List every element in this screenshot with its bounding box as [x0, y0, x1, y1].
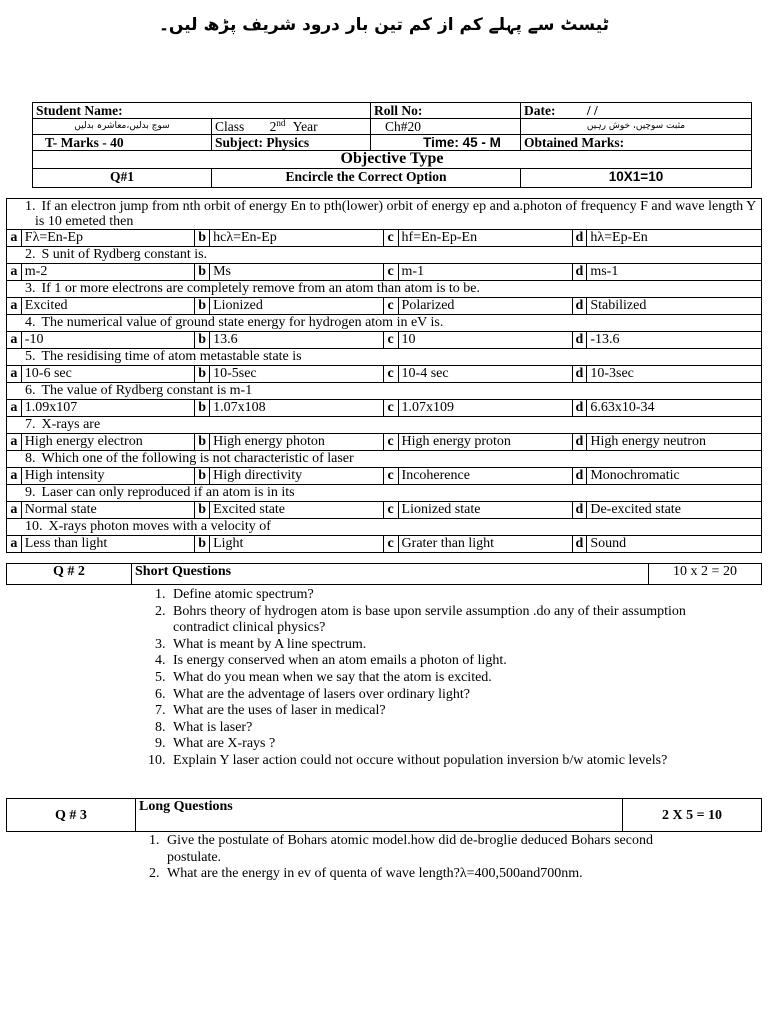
date-slashes: / / — [586, 103, 598, 118]
option-letter: c — [383, 264, 398, 281]
mcq-options-row — [7, 536, 762, 553]
short-question-item: 10. Explain Y laser action could not occure without population inversion b/w atomic levels? — [169, 753, 709, 770]
option-text[interactable]: High energy photon — [210, 434, 384, 451]
option-text[interactable]: 10-5sec — [210, 366, 384, 383]
mcq-text: If 1 or more electrons are completely remove from an atom than atom is to be. — [41, 281, 481, 296]
option-letter: d — [572, 536, 587, 553]
mcq-text: The residising time of atom metastable state is — [41, 349, 302, 364]
option-text[interactable]: High directivity — [210, 468, 384, 485]
long-questions-marks: 2 X 5 = 10 — [623, 799, 762, 832]
long-questions-list — [135, 833, 693, 883]
mcq-options-row — [7, 264, 762, 281]
q1-marks: 10X1=10 — [521, 169, 752, 188]
option-letter: a — [7, 468, 22, 485]
mcq-text: X-rays are — [41, 417, 101, 432]
option-letter: a — [7, 536, 22, 553]
mcq-question — [7, 281, 762, 298]
option-text[interactable]: 1.09x107 — [21, 400, 195, 417]
option-text[interactable]: 10 — [398, 332, 572, 349]
mcq-number: 6. — [25, 383, 36, 398]
short-question-item: 5. What do you mean when we say that the atom is excited. — [169, 670, 709, 687]
option-letter: b — [195, 298, 210, 315]
mcq-options-row — [7, 230, 762, 247]
long-questions-title: Long Questions — [136, 799, 623, 832]
option-letter: b — [195, 434, 210, 451]
short-question-item: 3. What is meant by A line spectrum. — [169, 637, 709, 654]
class-label: Class — [215, 119, 245, 134]
option-text[interactable]: ms-1 — [587, 264, 762, 281]
urdu-header: ٹیسٹ سے پہلے کم از کم تین بار درود شریف پڑھ لیں۔ — [158, 15, 610, 35]
option-letter: a — [7, 264, 22, 281]
mcq-table — [6, 198, 762, 553]
mcq-question-row — [7, 281, 762, 298]
class-value: 2 — [269, 119, 277, 134]
mcq-text: S unit of Rydberg constant is. — [41, 247, 208, 262]
mcq-text: The numerical value of ground state energy for hydrogen atom in eV is. — [41, 315, 444, 330]
option-letter: a — [7, 230, 22, 247]
urdu-slogan-left: سوچ بدلیں،معاشرہ بدلیں — [33, 119, 212, 135]
option-letter: a — [7, 434, 22, 451]
option-letter: d — [572, 264, 587, 281]
option-letter: d — [572, 434, 587, 451]
option-text[interactable]: 10-3sec — [587, 366, 762, 383]
option-letter: c — [383, 332, 398, 349]
option-text[interactable]: Polarized — [398, 298, 572, 315]
short-question-item: 8. What is laser? — [169, 720, 709, 737]
option-text[interactable]: 1.07x109 — [398, 400, 572, 417]
mcq-question-row — [7, 349, 762, 366]
option-text[interactable]: 10-6 sec — [21, 366, 195, 383]
option-text[interactable]: hcλ=En-Ep — [210, 230, 384, 247]
mcq-number: 5. — [25, 349, 36, 364]
mcq-number: 10. — [25, 519, 43, 534]
student-info-table — [32, 102, 752, 188]
option-letter: c — [383, 536, 398, 553]
mcq-text: The value of Rydberg constant is m-1 — [41, 383, 253, 398]
date-label: Date: — [524, 103, 556, 118]
option-letter: d — [572, 468, 587, 485]
mcq-question — [7, 417, 762, 434]
option-letter: c — [383, 502, 398, 519]
option-text[interactable]: De-excited state — [587, 502, 762, 519]
q3-label: Q # 3 — [7, 799, 136, 832]
class-sup: nd — [276, 118, 286, 128]
option-text[interactable]: Monochromatic — [587, 468, 762, 485]
mcq-number: 1. — [25, 199, 36, 214]
option-letter: b — [195, 536, 210, 553]
option-text[interactable]: m-1 — [398, 264, 572, 281]
option-letter: d — [572, 400, 587, 417]
option-text[interactable]: hλ=Ep-En — [587, 230, 762, 247]
long-question-item: 1. Give the postulate of Bohars atomic model.how did de-broglie deduced Bohars second postulate. — [163, 833, 693, 866]
option-letter: b — [195, 332, 210, 349]
mcq-question — [7, 247, 762, 264]
short-questions-title: Short Questions — [132, 564, 649, 585]
option-text[interactable]: High energy neutron — [587, 434, 762, 451]
option-text[interactable]: Excited — [21, 298, 195, 315]
option-text[interactable]: Stabilized — [587, 298, 762, 315]
mcq-body — [7, 199, 762, 553]
mcq-question — [7, 349, 762, 366]
option-text[interactable]: Normal state — [21, 502, 195, 519]
option-letter: c — [383, 468, 398, 485]
short-question-item: 2. Bohrs theory of hydrogen atom is base upon servile assumption .do any of their assumption contradict clinical physics? — [169, 604, 709, 637]
option-text[interactable]: Less than light — [21, 536, 195, 553]
option-text[interactable]: -10 — [21, 332, 195, 349]
option-letter: b — [195, 468, 210, 485]
option-text[interactable]: Fλ=En-Ep — [21, 230, 195, 247]
option-letter: b — [195, 400, 210, 417]
mcq-question-row — [7, 417, 762, 434]
short-questions-marks: 10 x 2 = 20 — [649, 564, 762, 585]
option-letter: b — [195, 366, 210, 383]
chapter-label: Ch#20 — [371, 119, 521, 135]
mcq-number: 2. — [25, 247, 36, 262]
mcq-question-row — [7, 247, 762, 264]
mcq-number: 7. — [25, 417, 36, 432]
option-text[interactable]: Sound — [587, 536, 762, 553]
mcq-text: Which one of the following is not characteristic of laser — [41, 451, 354, 466]
class-cell — [212, 119, 371, 135]
option-letter: b — [195, 264, 210, 281]
option-text[interactable]: Ms — [210, 264, 384, 281]
mcq-options-row — [7, 502, 762, 519]
option-letter: a — [7, 366, 22, 383]
option-text[interactable]: 1.07x108 — [210, 400, 384, 417]
mcq-question — [7, 519, 762, 536]
student-name-label: Student Name: — [33, 103, 371, 119]
mcq-number: 9. — [25, 485, 36, 500]
option-text[interactable]: High energy electron — [21, 434, 195, 451]
option-letter: c — [383, 434, 398, 451]
time-label: Time: 45 - M — [371, 135, 521, 151]
option-text[interactable]: Incoherence — [398, 468, 572, 485]
mcq-question — [7, 451, 762, 468]
option-letter: c — [383, 230, 398, 247]
mcq-question-row — [7, 485, 762, 502]
mcq-question — [7, 315, 762, 332]
long-question-item: 2. What are the energy in ev of quenta of wave length?λ=400,500and700nm. — [163, 866, 693, 883]
roll-no-label: Roll No: — [371, 103, 521, 119]
mcq-question-row — [7, 383, 762, 400]
mcq-options-row — [7, 434, 762, 451]
short-questions-list — [141, 587, 709, 770]
mcq-text: X-rays photon moves with a velocity of — [48, 519, 271, 534]
option-letter: a — [7, 502, 22, 519]
option-text[interactable]: -13.6 — [587, 332, 762, 349]
option-letter: c — [383, 366, 398, 383]
urdu-slogan-right: مثبت سوچیں، خوش رہیں — [521, 119, 752, 135]
mcq-number: 4. — [25, 315, 36, 330]
mcq-options-row — [7, 400, 762, 417]
option-text[interactable]: 6.63x10-34 — [587, 400, 762, 417]
mcq-question — [7, 199, 762, 230]
option-letter: c — [383, 298, 398, 315]
option-letter: d — [572, 230, 587, 247]
option-letter: a — [7, 332, 22, 349]
option-text[interactable]: High energy proton — [398, 434, 572, 451]
option-letter: a — [7, 400, 22, 417]
mcq-number: 3. — [25, 281, 36, 296]
option-letter: d — [572, 298, 587, 315]
mcq-question-row — [7, 199, 762, 230]
mcq-text: If an electron jump from nth orbit of energy En to pth(lower) orbit of energy ep and a.photon of frequency F and wave length Y is 10 emeted then — [35, 199, 756, 229]
option-text[interactable]: High intensity — [21, 468, 195, 485]
short-question-item: 4. Is energy conserved when an atom emails a photon of light. — [169, 653, 709, 670]
mcq-question — [7, 485, 762, 502]
mcq-question-row — [7, 451, 762, 468]
mcq-options-row — [7, 298, 762, 315]
option-text[interactable]: Excited state — [210, 502, 384, 519]
short-question-item: 1. Define atomic spectrum? — [169, 587, 709, 604]
total-marks-label: T- Marks - 40 — [33, 135, 212, 151]
mcq-options-row — [7, 332, 762, 349]
option-letter: a — [7, 298, 22, 315]
obtained-marks-label: Obtained Marks: — [521, 135, 752, 151]
option-letter: d — [572, 502, 587, 519]
mcq-question-row — [7, 315, 762, 332]
short-question-item: 7. What are the uses of laser in medical? — [169, 703, 709, 720]
option-letter: c — [383, 400, 398, 417]
mcq-text: Laser can only reproduced if an atom is in its — [41, 485, 295, 500]
option-letter: d — [572, 332, 587, 349]
option-text[interactable]: 10-4 sec — [398, 366, 572, 383]
q1-label: Q#1 — [33, 169, 212, 188]
option-text[interactable]: 13.6 — [210, 332, 384, 349]
option-text[interactable]: Light — [210, 536, 384, 553]
q1-instruction: Encircle the Correct Option — [212, 169, 521, 188]
mcq-number: 8. — [25, 451, 36, 466]
option-letter: b — [195, 502, 210, 519]
subject-label: Subject: Physics — [212, 135, 371, 151]
option-letter: d — [572, 366, 587, 383]
mcq-options-row — [7, 468, 762, 485]
long-questions-header — [6, 798, 762, 832]
short-question-item: 9. What are X-rays ? — [169, 736, 709, 753]
mcq-question — [7, 383, 762, 400]
class-year: Year — [292, 119, 318, 134]
mcq-options-row — [7, 366, 762, 383]
short-questions-header — [6, 563, 762, 585]
section-title: Objective Type — [33, 151, 752, 169]
option-text[interactable]: Lionized — [210, 298, 384, 315]
option-text[interactable]: Grater than light — [398, 536, 572, 553]
date-cell — [521, 103, 752, 119]
option-text[interactable]: Lionized state — [398, 502, 572, 519]
option-text[interactable]: hf=En-Ep-En — [398, 230, 572, 247]
mcq-question-row — [7, 519, 762, 536]
short-question-item: 6. What are the adventage of lasers over ordinary light? — [169, 687, 709, 704]
option-letter: b — [195, 230, 210, 247]
q2-label: Q # 2 — [7, 564, 132, 585]
option-text[interactable]: m-2 — [21, 264, 195, 281]
